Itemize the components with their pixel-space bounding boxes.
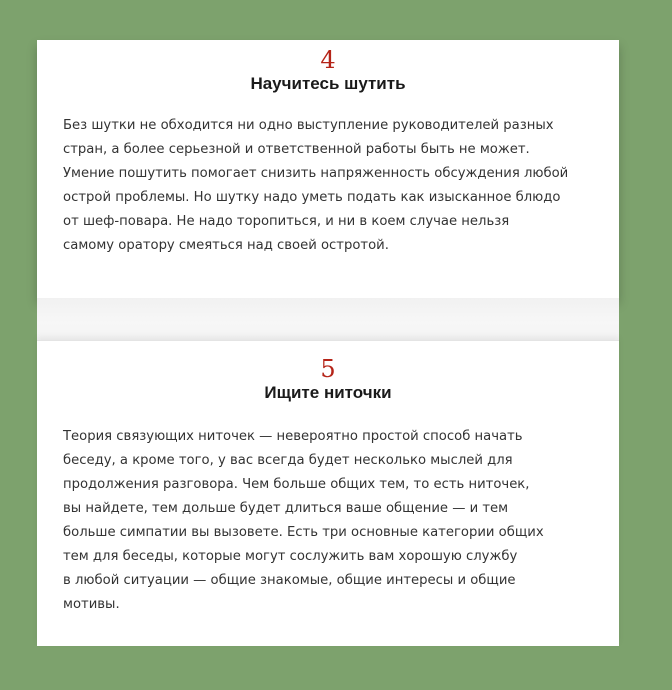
text-line: продолжения разговора. Чем больше общих тем, то есть ниточек, — [63, 477, 530, 492]
text-line: стран, а более серьезной и ответственной работы быть не может. — [63, 142, 530, 157]
text-line: в любой ситуации — общие знакомые, общие интересы и общие — [63, 573, 516, 588]
text-line: тем для беседы, которые могут сослужить вам хорошую службу — [63, 549, 518, 564]
tip-number: 5 — [320, 355, 336, 383]
text-line: больше симпатии вы вызовете. Есть три основные категории общих — [63, 525, 544, 540]
text-line: беседу, а кроме того, у вас всегда будет несколько мыслей для — [63, 453, 513, 468]
tip-card-4 — [37, 40, 619, 298]
section-divider — [37, 298, 619, 340]
text-line: Умение пошутить помогает снизить напряженность обсуждения любой — [63, 166, 569, 181]
text-line: мотивы. — [63, 597, 120, 612]
text-line: самому оратору смеяться над своей остротой. — [63, 238, 389, 253]
text-line: Без шутки не обходится ни одно выступление руководителей разных — [63, 118, 554, 133]
tip-title: Ищите ниточки — [264, 383, 392, 402]
tip-body — [63, 425, 593, 617]
tip-card-5 — [37, 340, 619, 646]
text-line: Теория связующих ниточек — невероятно простой способ начать — [63, 429, 523, 444]
tip-number: 4 — [320, 46, 336, 74]
tip-title: Научитесь шутить — [250, 74, 406, 93]
text-line: острой проблемы. Но шутку надо уметь подать как изысканное блюдо — [63, 190, 561, 205]
tip-body — [63, 114, 593, 258]
text-line: от шеф-повара. Не надо торопиться, и ни в коем случае нельзя — [63, 214, 510, 229]
text-line: вы найдете, тем дольше будет длиться ваше общение — и тем — [63, 501, 509, 516]
